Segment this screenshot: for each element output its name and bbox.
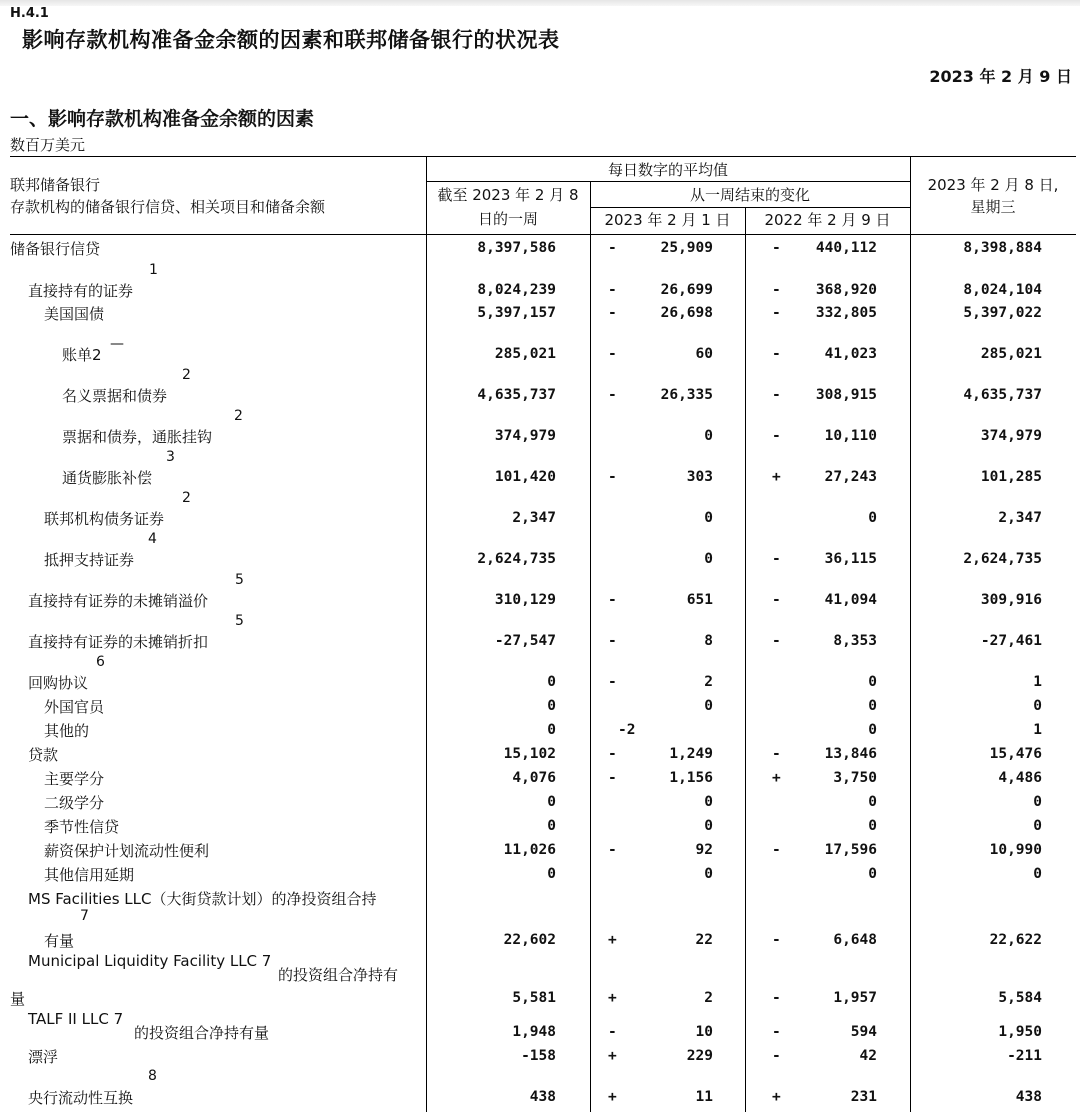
cell-change-1: 229 <box>686 1048 713 1064</box>
release-code: H.4.1 <box>10 6 49 21</box>
cell-week-avg: 4,635,737 <box>477 387 556 403</box>
cell-week-avg: 285,021 <box>494 346 556 362</box>
cell-change-1: 0 <box>704 794 713 810</box>
sign-change-2: - <box>772 746 781 762</box>
table-row <box>10 986 1076 1010</box>
cell-wednesday: 5,397,022 <box>963 305 1042 321</box>
sign-change-1: - <box>608 1024 617 1040</box>
cell-change-1: 26,335 <box>660 387 713 403</box>
cell-change-2: 0 <box>868 722 877 738</box>
table-row <box>10 742 1076 766</box>
row-label: 回购协议 <box>28 674 89 692</box>
cell-week-avg: 2,347 <box>512 510 556 526</box>
table-row <box>10 790 1076 814</box>
sign-change-2: - <box>772 387 781 403</box>
cell-change-1: 0 <box>704 510 713 526</box>
sign-change-1: - <box>608 842 617 858</box>
sign-change-1: - <box>608 387 617 403</box>
row-label: 美国国债 <box>44 305 105 323</box>
cell-wednesday: 8,024,104 <box>963 282 1042 298</box>
group-rule <box>426 181 910 182</box>
cell-change-1: 26,698 <box>660 305 713 321</box>
sign-change-1: - <box>608 770 617 786</box>
subgroup-rule <box>590 207 910 208</box>
cell-week-avg: 0 <box>547 818 556 834</box>
cell-week-avg: 0 <box>547 698 556 714</box>
table-row <box>10 718 1076 742</box>
cell-change-1: 0 <box>704 818 713 834</box>
table-row <box>10 588 1076 612</box>
cell-week-avg: 1,948 <box>512 1024 556 1040</box>
cell-change-1: 303 <box>686 469 713 485</box>
row-label: 有量 <box>44 932 75 950</box>
sign-change-2: - <box>772 305 781 321</box>
header-col1-line2: 日的一周 <box>477 210 538 228</box>
row-label-continued: Municipal Liquidity Facility LLC 7 <box>28 952 272 970</box>
row-label: 贷款 <box>28 746 59 764</box>
sign-change-2: - <box>772 346 781 362</box>
cell-change-2: 0 <box>868 794 877 810</box>
cell-wednesday: 0 <box>1033 818 1042 834</box>
sign-change-1: - <box>608 346 617 362</box>
cell-change-2: 0 <box>868 866 877 882</box>
cell-change-1: 22 <box>695 932 713 948</box>
cell-wednesday: 0 <box>1033 794 1042 810</box>
sign-change-2: + <box>772 1089 781 1105</box>
row-label: 其他信用延期 <box>44 866 135 884</box>
cell-week-avg: 8,397,586 <box>477 240 556 256</box>
cell-wednesday: 4,635,737 <box>963 387 1042 403</box>
cell-wednesday: 0 <box>1033 866 1042 882</box>
cell-change-1: 651 <box>686 592 713 608</box>
table-row <box>10 1085 1076 1109</box>
cell-wednesday: 1 <box>1033 674 1042 690</box>
cell-wednesday: 8,398,884 <box>963 240 1042 256</box>
cell-change-1: 0 <box>704 698 713 714</box>
cell-week-avg: 22,602 <box>503 932 556 948</box>
cell-week-avg: 374,979 <box>494 428 556 444</box>
row-label: 外国官员 <box>44 698 105 716</box>
row-label-continued: MS Facilities LLC（大街贷款计划）的净投资组合持 <box>28 890 377 908</box>
table-row <box>10 547 1076 571</box>
cell-change-1: 1,156 <box>669 770 713 786</box>
sign-change-2: - <box>772 990 781 1006</box>
header-col4-line1: 2023 年 2 月 8 日, <box>927 176 1059 194</box>
cell-week-avg: 310,129 <box>494 592 556 608</box>
row-label: 其他的 <box>44 722 90 740</box>
sign-change-1: - <box>608 305 617 321</box>
cell-week-avg: 438 <box>529 1089 556 1105</box>
cell-change-2: 36,115 <box>824 551 877 567</box>
table-row <box>10 838 1076 862</box>
row-label: 漂浮 <box>28 1048 59 1066</box>
cell-change-1: 60 <box>695 346 713 362</box>
cell-week-avg: 0 <box>547 866 556 882</box>
row-label-continued: 的投资组合净持有 <box>278 966 399 984</box>
cell-week-avg: -158 <box>521 1048 556 1064</box>
table-top-rule <box>10 156 1076 157</box>
cell-change-1: 92 <box>695 842 713 858</box>
cell-change-1: 0 <box>704 428 713 444</box>
cell-wednesday: 101,285 <box>980 469 1042 485</box>
sign-change-1: + <box>608 1048 617 1064</box>
cell-change-2: 231 <box>850 1089 877 1105</box>
cell-wednesday: 22,622 <box>989 932 1042 948</box>
row-label: 量 <box>10 990 26 1008</box>
footnote-ref: 8 <box>148 1068 157 1084</box>
cell-wednesday: 5,584 <box>998 990 1042 1006</box>
cell-change-2: 0 <box>868 818 877 834</box>
row-label-continued: TALF II LLC 7 <box>28 1010 124 1028</box>
table-row <box>10 928 1076 952</box>
footnote-ref: 2 <box>234 408 243 424</box>
cell-change-2: 308,915 <box>815 387 877 403</box>
sign-change-2: + <box>772 469 781 485</box>
table-row <box>10 1020 1076 1044</box>
cell-wednesday: 15,476 <box>989 746 1042 762</box>
cell-change-2: 368,920 <box>815 282 877 298</box>
cell-change-1: 25,909 <box>660 240 713 256</box>
row-label: 的投资组合净持有量 <box>134 1024 270 1042</box>
header-subgroup: 从一周结束的变化 <box>689 186 810 204</box>
sign-change-1: + <box>608 1089 617 1105</box>
header-left-line2: 存款机构的储备银行信贷、相关项目和储备余额 <box>10 198 326 216</box>
sign-change-2: - <box>772 1024 781 1040</box>
cell-change-2: 27,243 <box>824 469 877 485</box>
header-col2: 2023 年 2 月 1 日 <box>604 211 731 229</box>
sign-change-1: - <box>608 633 617 649</box>
table-row <box>10 862 1076 886</box>
page-title: 影响存款机构准备金余额的因素和联邦储备银行的状况表 <box>22 28 560 52</box>
header-col1-line1: 截至 2023 年 2 月 8 <box>437 186 579 204</box>
header-bottom-rule <box>10 234 1076 235</box>
footnote-ref: 2 <box>182 490 191 506</box>
footnote-ref: 1 <box>149 262 158 278</box>
footnote-ref: 7 <box>80 908 89 924</box>
table-row <box>10 629 1076 653</box>
row-label: 直接持有证券的未摊销折扣 <box>28 633 209 651</box>
sign-change-1: + <box>608 932 617 948</box>
cell-change-2: 6,648 <box>833 932 877 948</box>
row-label: 账单2 <box>62 346 102 364</box>
cell-change-1: 2 <box>704 674 713 690</box>
cell-wednesday: 438 <box>1015 1089 1042 1105</box>
cell-change-2: 1,957 <box>833 990 877 1006</box>
cell-wednesday: -211 <box>1007 1048 1042 1064</box>
sign-change-1: - <box>608 282 617 298</box>
cell-change-2: 42 <box>859 1048 877 1064</box>
cell-week-avg: 0 <box>547 794 556 810</box>
cell-change-2: 332,805 <box>815 305 877 321</box>
cell-change-2: 440,112 <box>815 240 877 256</box>
footnote-ref: 4 <box>148 531 157 547</box>
sign-change-2: - <box>772 932 781 948</box>
row-label: 通货膨胀补偿 <box>62 469 153 487</box>
sign-change-2: - <box>772 428 781 444</box>
cell-wednesday: 10,990 <box>989 842 1042 858</box>
footnote-ref: 5 <box>235 572 244 588</box>
table-row <box>10 694 1076 718</box>
sign-change-2: - <box>772 551 781 567</box>
table-row <box>10 1044 1076 1068</box>
cell-change-2: 41,094 <box>824 592 877 608</box>
sign-change-2: - <box>772 240 781 256</box>
row-label: 主要学分 <box>44 770 105 788</box>
row-label: 二级学分 <box>44 794 105 812</box>
sign-change-1: -2 <box>618 722 636 738</box>
cell-week-avg: 4,076 <box>512 770 556 786</box>
cell-wednesday: 2,624,735 <box>963 551 1042 567</box>
cell-change-1: 0 <box>704 551 713 567</box>
sign-change-2: - <box>772 592 781 608</box>
cell-wednesday: 2,347 <box>998 510 1042 526</box>
cell-week-avg: 2,624,735 <box>477 551 556 567</box>
cell-change-2: 3,750 <box>833 770 877 786</box>
cell-week-avg: 8,024,239 <box>477 282 556 298</box>
row-label: 直接持有证券的未摊销溢价 <box>28 592 209 610</box>
row-label: 薪资保护计划流动性便利 <box>44 842 210 860</box>
cell-change-2: 10,110 <box>824 428 877 444</box>
cell-wednesday: 374,979 <box>980 428 1042 444</box>
row-label: 央行流动性互换 <box>28 1089 134 1107</box>
cell-week-avg: 101,420 <box>494 469 556 485</box>
top-bar <box>0 0 1080 6</box>
release-date: 2023 年 2 月 9 日 <box>929 67 1072 86</box>
cell-wednesday: 4,486 <box>998 770 1042 786</box>
cell-change-1: 11 <box>695 1089 713 1105</box>
row-label: 储备银行信贷 <box>10 240 101 258</box>
cell-wednesday: 309,916 <box>980 592 1042 608</box>
table-row <box>10 465 1076 489</box>
unit-label: 数百万美元 <box>10 136 86 154</box>
cell-wednesday: 1,950 <box>998 1024 1042 1040</box>
sign-change-1: - <box>608 592 617 608</box>
header-col3: 2022 年 2 月 9 日 <box>764 211 891 229</box>
table-row <box>10 506 1076 530</box>
header-group: 每日数字的平均值 <box>607 161 728 179</box>
cell-week-avg: -27,547 <box>494 633 556 649</box>
section-heading: 一、影响存款机构准备金余额的因素 <box>10 108 315 130</box>
cell-change-1: 8 <box>704 633 713 649</box>
cell-wednesday: 0 <box>1033 698 1042 714</box>
sign-change-2: + <box>772 770 781 786</box>
header-col4-line2: 星期三 <box>970 198 1016 216</box>
sign-change-2: - <box>772 282 781 298</box>
cell-week-avg: 5,581 <box>512 990 556 1006</box>
cell-change-2: 0 <box>868 698 877 714</box>
sign-change-2: - <box>772 633 781 649</box>
cell-change-2: 0 <box>868 510 877 526</box>
table-row <box>10 342 1076 366</box>
table-row <box>10 278 1076 302</box>
table-row <box>10 814 1076 838</box>
sign-change-1: + <box>608 990 617 1006</box>
footnote-ref: 3 <box>166 449 175 465</box>
cell-week-avg: 11,026 <box>503 842 556 858</box>
cell-week-avg: 0 <box>547 722 556 738</box>
cell-change-2: 8,353 <box>833 633 877 649</box>
cell-week-avg: 15,102 <box>503 746 556 762</box>
cell-wednesday: 1 <box>1033 722 1042 738</box>
cell-change-2: 0 <box>868 674 877 690</box>
cell-change-2: 594 <box>850 1024 877 1040</box>
sign-change-1: - <box>608 746 617 762</box>
row-label: 联邦机构债务证券 <box>44 510 165 528</box>
footnote-ref: 5 <box>235 613 244 629</box>
table-row <box>10 383 1076 407</box>
cell-change-1: 2 <box>704 990 713 1006</box>
sign-change-1: - <box>608 469 617 485</box>
row-label: 季节性信贷 <box>44 818 120 836</box>
table-row <box>10 236 1076 260</box>
cell-change-2: 13,846 <box>824 746 877 762</box>
row-label: 抵押支持证券 <box>44 551 135 569</box>
cell-change-1: 10 <box>695 1024 713 1040</box>
cell-change-1: 26,699 <box>660 282 713 298</box>
cell-wednesday: 285,021 <box>980 346 1042 362</box>
header-left-line1: 联邦储备银行 <box>10 176 101 194</box>
cell-change-1: 0 <box>704 866 713 882</box>
footnote-ref: 6 <box>96 654 105 670</box>
cell-wednesday: -27,461 <box>980 633 1042 649</box>
row-label: 票据和债券，通胀挂钩 <box>62 428 213 446</box>
table-row <box>10 424 1076 448</box>
sign-change-2: - <box>772 842 781 858</box>
sign-change-2: - <box>772 1048 781 1064</box>
table-row <box>10 301 1076 325</box>
cell-change-2: 17,596 <box>824 842 877 858</box>
table-row <box>10 766 1076 790</box>
row-label: 直接持有的证券 <box>28 282 134 300</box>
sign-change-1: - <box>608 240 617 256</box>
row-label: 名义票据和债券 <box>62 387 168 405</box>
table-row <box>10 670 1076 694</box>
cell-week-avg: 5,397,157 <box>477 305 556 321</box>
cell-week-avg: 0 <box>547 674 556 690</box>
cell-change-1: 1,249 <box>669 746 713 762</box>
cell-change-2: 41,023 <box>824 346 877 362</box>
footnote-ref: — <box>110 336 124 352</box>
footnote-ref: 2 <box>182 367 191 383</box>
sign-change-1: - <box>608 674 617 690</box>
